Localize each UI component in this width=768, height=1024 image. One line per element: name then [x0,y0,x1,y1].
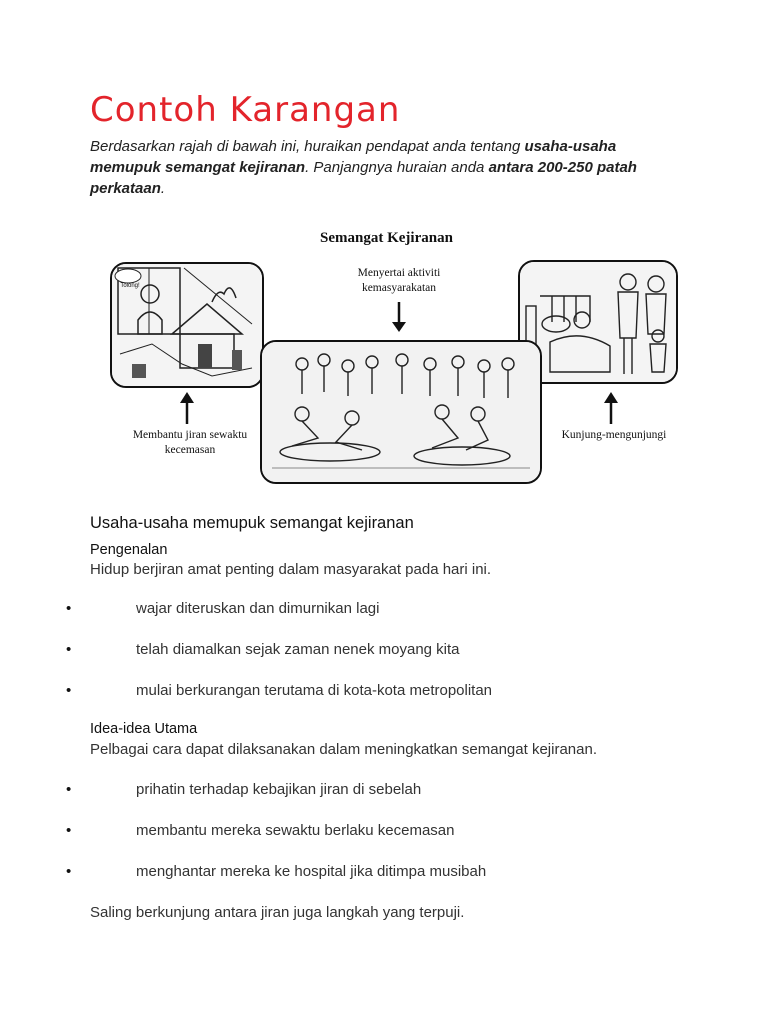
figure-title: Semangat Kejiranan [320,230,453,246]
list-item-text: menghantar mereka ke hospital jika ditimpa musibah [136,863,487,880]
main-ideas-heading: Idea-idea Utama [90,721,198,737]
list-item-text: prihatin terhadap kebajikan jiran di sebelah [136,781,422,798]
figure-label-emergency-help: Membantu jiran sewaktu kecemasan [132,429,248,456]
illustration-figure [110,222,680,484]
instruction-bold-length: antara 200-250 patah perkataan [90,159,637,197]
figure-label-visiting: Kunjung-mengunjungi [561,429,667,441]
instruction-text: . Panjangnya huraian anda [305,159,489,176]
bullet-icon: • [66,682,72,699]
instruction-text: . [160,180,166,197]
list-item-text: wajar diteruskan dan dimurnikan lagi [136,600,380,617]
arrow-down-icon [390,302,408,332]
list-item-text: telah diamalkan sejak zaman nenek moyang kita [136,641,460,658]
bullet-icon: • [66,600,72,617]
page-title: Contoh Karangan [90,90,401,130]
instruction-bold-topic: usaha-usaha memupuk semangat kejiranan [90,138,617,176]
intro-text: Hidup berjiran amat penting dalam masyarakat pada hari ini. [90,561,492,578]
bullet-icon: • [66,641,72,658]
bullet-icon: • [66,822,72,839]
main-ideas-text: Pelbagai cara dapat dilaksanakan dalam meningkatkan semangat kejiranan. [90,741,597,758]
list-item-text: membantu mereka sewaktu berlaku kecemasan [136,822,455,839]
instruction-text: Berdasarkan rajah di bawah ini, huraikan pendapat anda tentang [90,138,525,155]
panel-community-activities [260,340,542,484]
bullet-icon: • [66,863,72,880]
arrow-up-icon [178,392,196,424]
closing-text: Saling berkunjung antara jiran juga langkah yang terpuji. [90,904,465,921]
speech-bubble-text: Tolong! [120,283,140,289]
figure-label-community-activities: Menyertai aktiviti kemasyarakatan [357,267,441,294]
list-item-text: mulai berkurangan terutama di kota-kota metropolitan [136,682,493,699]
bullet-icon: • [66,781,72,798]
arrow-up-icon [602,392,620,424]
instruction-paragraph [90,136,670,199]
panel-visiting [518,260,678,384]
intro-heading: Pengenalan [90,542,168,558]
section-heading: Usaha-usaha memupuk semangat kejiranan [90,514,414,532]
